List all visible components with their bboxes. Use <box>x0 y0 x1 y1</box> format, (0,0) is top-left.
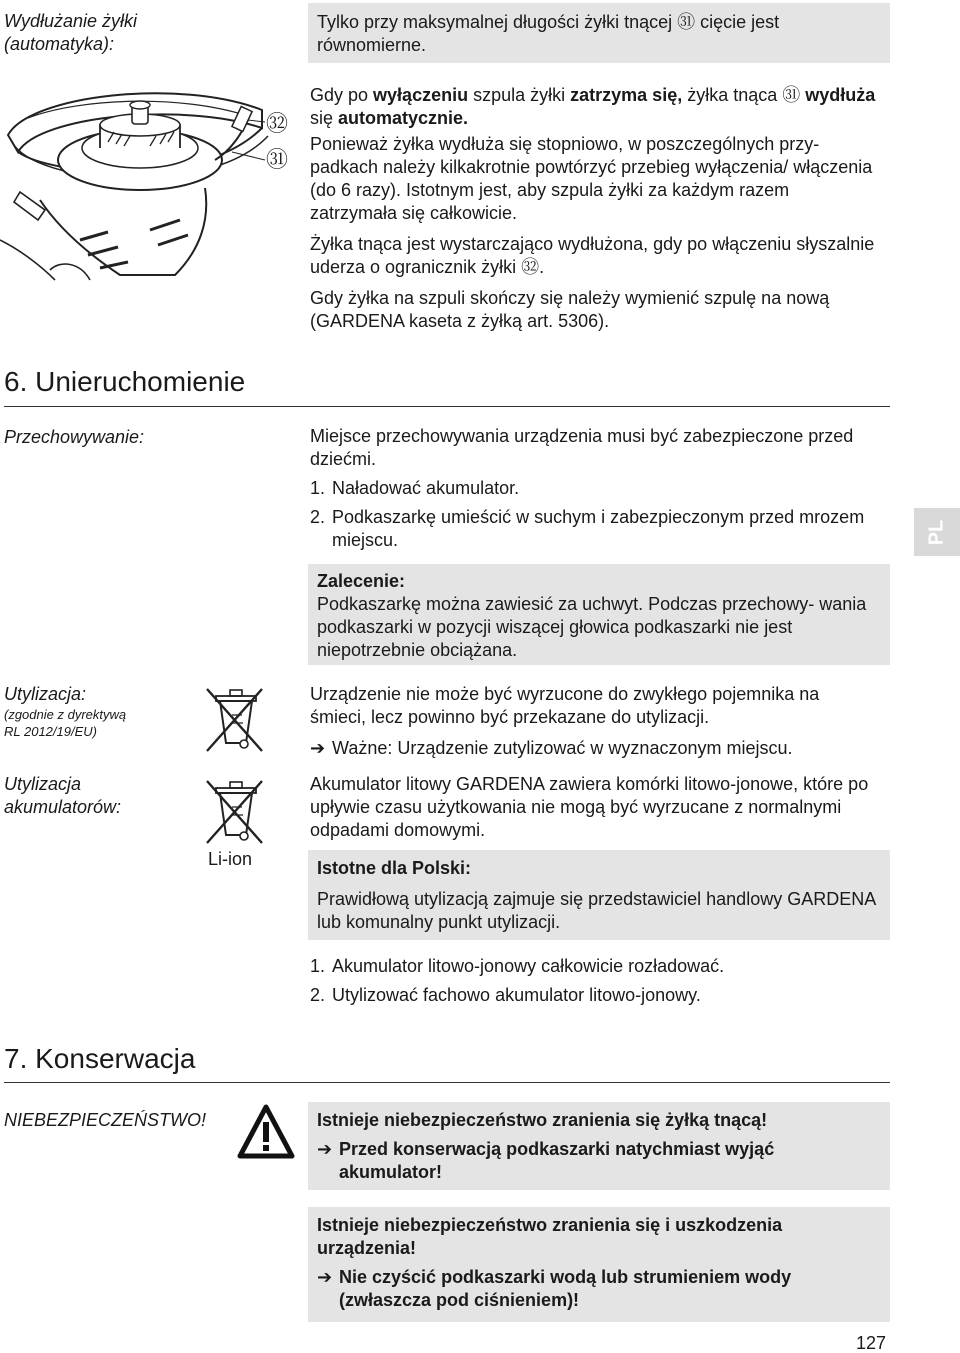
poland-title: Istotne dla Polski: <box>317 858 472 878</box>
warning-1-title: Istnieje niebezpieczeństwo zranienia się żyłką tnącą! <box>317 1110 768 1130</box>
battery-steps <box>310 955 880 1007</box>
storage-p: Miejsce przechowywania urządzenia musi być zabezpieczone przed dziećmi. <box>310 426 854 469</box>
warning-2-title: Istnieje niebezpieczeństwo zranienia się i uszkodzenia urządzenia! <box>317 1215 783 1258</box>
storage-step: 1. Naładować akumulator. <box>310 478 520 498</box>
section-7-heading: 7. Konserwacja <box>4 1043 196 1074</box>
warning-triangle-icon <box>237 1104 295 1160</box>
callout-31: ㉛ <box>266 147 289 172</box>
arrow-right-icon: ➔ <box>310 738 326 758</box>
battery-step: 2. Utylizować fachowo akumulator litowo-jonowy. <box>310 985 701 1005</box>
warning-1-action: ➔ Przed konserwacją podkaszarki natychmiast wyjąć akumulator! <box>317 1139 775 1182</box>
section-6-rule <box>4 406 890 407</box>
page-number: 127 <box>856 1333 887 1353</box>
battery-disposal-p: Akumulator litowy GARDENA zawiera komórki litowo-jonowe, które po upływie czasu użytkowania nie mogą być wyrzucane z normalnymi odpadami domowymi. <box>310 774 869 840</box>
ext-p1: Gdy po wyłączeniu szpula żyłki zatrzyma się, żyłka tnąca ㉛ wydłuża się automatycznie. <box>310 85 876 128</box>
section-7-rule <box>4 1082 890 1083</box>
storage-label: Przechowywanie: <box>4 427 145 447</box>
ext-p4: Gdy żyłka na szpuli skończy się należy wymienić szpulę na nową (GARDENA kaseta z żyłką art. 5306). <box>310 288 830 331</box>
disposal-body <box>310 683 880 760</box>
warning-box-1 <box>308 1102 890 1190</box>
storage-body <box>310 425 880 552</box>
disposal-directive: (zgodnie z dyrektywą RL 2012/19/EU) <box>4 707 127 739</box>
arrow-right-icon: ➔ <box>317 1139 333 1159</box>
warning-2-action: ➔ Nie czyścić podkaszarki wodą lub strumieniem wody (zwłaszcza pod ciśnieniem)! <box>317 1267 792 1310</box>
ext-label: Wydłużanie żyłki (automatyka): <box>4 11 138 54</box>
recommendation-title: Zalecenie: <box>317 571 406 591</box>
poland-box <box>308 850 890 940</box>
recommendation-box <box>308 564 890 665</box>
disposal-label: Utylizacja: <box>4 684 87 704</box>
battery-disposal-label: Utylizacja akumulatorów: <box>4 774 122 817</box>
ext-p3: Żyłka tnąca jest wystarczająco wydłużona, gdy po włączeniu słyszalnie uderza o ogranicznik żyłki ㉜. <box>310 234 875 277</box>
crossed-bin-battery-icon <box>204 775 266 847</box>
callout-32: ㉜ <box>266 111 289 136</box>
battery-step: 1. Akumulator litowo-jonowy całkowicie rozładować. <box>310 956 725 976</box>
crossed-bin-icon <box>204 683 266 755</box>
ext-note-box <box>308 3 890 63</box>
recommendation-text: Podkaszarkę można zawiesić za uchwyt. Podczas przechowy- wania podkaszarki w pozycji wiszącej głowica podkaszarki nie jest niepotrzebnie obciążana. <box>317 594 867 660</box>
section-6-heading: 6. Unieruchomienie <box>4 366 246 397</box>
li-ion-label: Li-ion <box>208 849 253 869</box>
poland-text: Prawidłową utylizacją zajmuje się przedstawiciel handlowy GARDENA lub komunalny punkt utylizacji. <box>317 889 876 932</box>
ext-note: Tylko przy maksymalnej długości żyłki tnącej ㉛ cięcie jest równomierne. <box>317 12 780 55</box>
trimmer-head-illustration <box>0 80 300 282</box>
warning-box-2 <box>308 1207 890 1322</box>
disposal-p: Urządzenie nie może być wyrzucone do zwykłego pojemnika na śmieci, lecz powinno być przekazane do utylizacji. <box>310 684 820 727</box>
storage-step: 2. Podkaszarkę umieścić w suchym i zabezpieczonym przed mrozem miejscu. <box>310 507 865 550</box>
danger-label: NIEBEZPIECZEŃSTWO! <box>4 1110 207 1130</box>
ext-body <box>310 84 880 333</box>
disposal-important: ➔ Ważne: Urządzenie zutylizować w wyznaczonym miejscu. <box>310 738 793 758</box>
ext-p2: Ponieważ żyłka wydłuża się stopniowo, w poszczególnych przy- padkach należy kilkakrotnie powtórzyć przebieg wyłączenia/ włączenia (do 6 razy). Istotnym jest, aby szpula żyłki za każdym razem zatrzymała się całkowicie. <box>310 134 873 223</box>
language-tab: PL <box>914 508 960 556</box>
arrow-right-icon: ➔ <box>317 1267 333 1287</box>
